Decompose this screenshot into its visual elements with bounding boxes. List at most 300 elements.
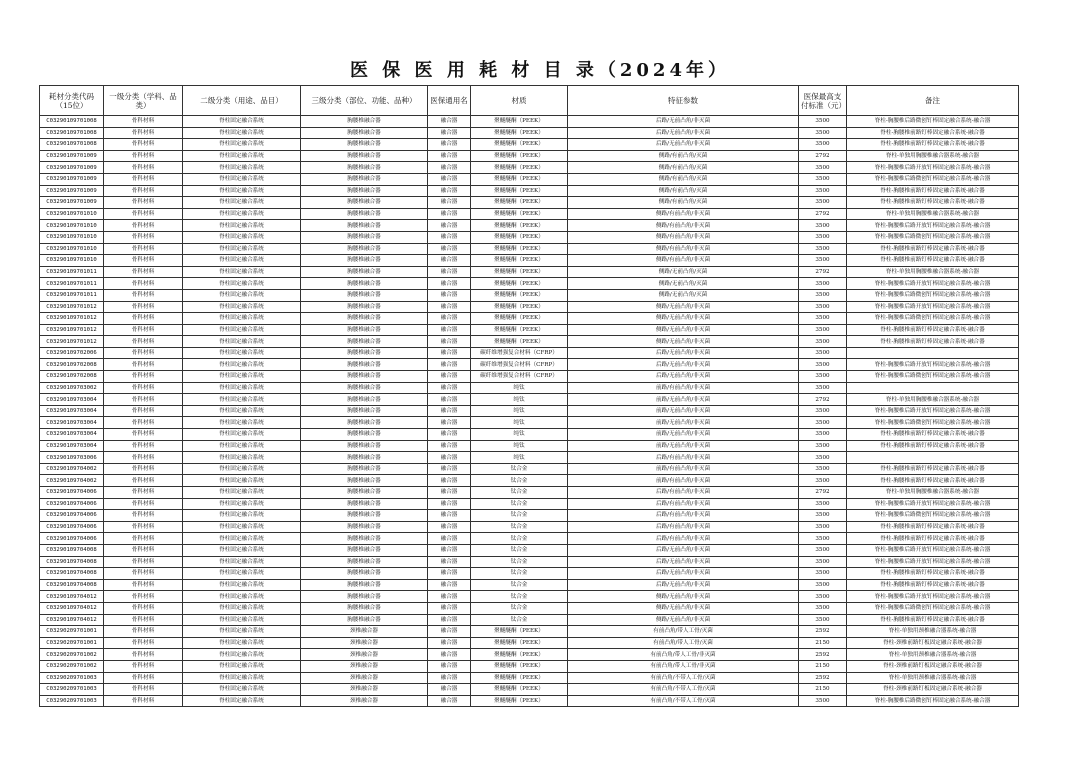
cell-level2: 脊柱固定融合系统 [183, 579, 301, 591]
cell-max-payment: 3500 [799, 579, 847, 591]
cell-level3: 胸腰椎融合器 [301, 255, 428, 267]
cell-material: 聚醚醚酮（PEEK） [471, 626, 568, 638]
cell-level3: 胸腰椎融合器 [301, 544, 428, 556]
cell-generic-name: 融合器 [428, 463, 471, 475]
cell-level1: 骨科材料 [104, 568, 183, 580]
cell-level3: 胸腰椎融合器 [301, 382, 428, 394]
cell-generic-name: 融合器 [428, 347, 471, 359]
cell-code: C03290109704002 [40, 475, 104, 487]
cell-features: 侧路/无前凸角/非灭菌 [568, 614, 799, 626]
cell-generic-name: 融合器 [428, 185, 471, 197]
cell-notes: 脊柱-胸腰椎后路微创钉棒固定融合系统-融合器 [847, 289, 1019, 301]
cell-generic-name: 融合器 [428, 475, 471, 487]
cell-notes: 脊柱-单独用胸腰椎融合器系统-融合器 [847, 487, 1019, 499]
cell-level2: 脊柱固定融合系统 [183, 185, 301, 197]
cell-level2: 脊柱固定融合系统 [183, 660, 301, 672]
cell-features: 侧路/有前凸角/非灭菌 [568, 231, 799, 243]
cell-material: 聚醚醚酮（PEEK） [471, 162, 568, 174]
cell-features: 有前凸角/带人工骨/非灭菌 [568, 649, 799, 661]
cell-features: 后路/无前凸角/非灭菌 [568, 544, 799, 556]
cell-max-payment: 3500 [799, 127, 847, 139]
cell-level3: 胸腰椎融合器 [301, 185, 428, 197]
cell-max-payment: 3500 [799, 185, 847, 197]
cell-generic-name: 融合器 [428, 173, 471, 185]
cell-level2: 脊柱固定融合系统 [183, 313, 301, 325]
table-row [40, 684, 1019, 696]
table-row [40, 475, 1019, 487]
cell-material: 聚醚醚酮（PEEK） [471, 220, 568, 232]
cell-code: C03290109704006 [40, 521, 104, 533]
cell-notes [847, 347, 1019, 359]
cell-generic-name: 融合器 [428, 371, 471, 383]
cell-material: 纯钛 [471, 382, 568, 394]
cell-code: C03290109704008 [40, 556, 104, 568]
cell-features: 后路/无前凸角/非灭菌 [568, 556, 799, 568]
table-row [40, 463, 1019, 475]
cell-level1: 骨科材料 [104, 405, 183, 417]
cell-level1: 骨科材料 [104, 336, 183, 348]
cell-notes: 脊柱-胸腰椎后路微创钉棒固定融合系统-融合器 [847, 173, 1019, 185]
cell-level3: 胸腰椎融合器 [301, 301, 428, 313]
cell-level2: 脊柱固定融合系统 [183, 684, 301, 696]
cell-features: 有前凸角/不带人工骨/灭菌 [568, 672, 799, 684]
cell-features: 侧路/有前凸角/灭菌 [568, 162, 799, 174]
cell-code: C03290109703004 [40, 405, 104, 417]
cell-max-payment: 3500 [799, 695, 847, 707]
cell-features: 侧路/有前凸角/灭菌 [568, 197, 799, 209]
header-notes: 备注 [847, 86, 1019, 116]
cell-level2: 脊柱固定融合系统 [183, 173, 301, 185]
cell-max-payment: 3500 [799, 568, 847, 580]
cell-code: C03290109702008 [40, 371, 104, 383]
cell-code: C03290209701002 [40, 649, 104, 661]
cell-level2: 脊柱固定融合系统 [183, 672, 301, 684]
cell-features: 前路/无前凸角/非灭菌 [568, 394, 799, 406]
cell-level2: 脊柱固定融合系统 [183, 347, 301, 359]
cell-material: 聚醚醚酮（PEEK） [471, 336, 568, 348]
cell-features: 后路/无前凸角/非灭菌 [568, 371, 799, 383]
cell-code: C03290109701012 [40, 301, 104, 313]
cell-code: C03290109701011 [40, 278, 104, 290]
cell-max-payment: 2592 [799, 626, 847, 638]
cell-level3: 颈椎融合器 [301, 649, 428, 661]
cell-generic-name: 融合器 [428, 521, 471, 533]
cell-level3: 胸腰椎融合器 [301, 521, 428, 533]
table-row [40, 197, 1019, 209]
cell-code: C03290109704006 [40, 498, 104, 510]
cell-notes: 脊柱-胸腰椎前路钉棒固定融合系统-融合器 [847, 463, 1019, 475]
cell-generic-name: 融合器 [428, 243, 471, 255]
cell-material: 聚醚醚酮（PEEK） [471, 243, 568, 255]
cell-max-payment: 3500 [799, 324, 847, 336]
cell-level1: 骨科材料 [104, 637, 183, 649]
table-row [40, 498, 1019, 510]
table-row [40, 371, 1019, 383]
cell-material: 聚醚醚酮（PEEK） [471, 695, 568, 707]
cell-level3: 胸腰椎融合器 [301, 394, 428, 406]
cell-level1: 骨科材料 [104, 498, 183, 510]
cell-code: C03290109701010 [40, 220, 104, 232]
cell-notes: 脊柱-颈椎前路钉板固定融合系统-融合器 [847, 684, 1019, 696]
cell-max-payment: 3500 [799, 417, 847, 429]
cell-notes: 脊柱-胸腰椎前路钉棒固定融合系统-融合器 [847, 440, 1019, 452]
cell-code: C03290109701009 [40, 185, 104, 197]
table-row [40, 382, 1019, 394]
cell-material: 聚醚醚酮（PEEK） [471, 231, 568, 243]
cell-features: 侧路/无前凸角/灭菌 [568, 289, 799, 301]
cell-level1: 骨科材料 [104, 382, 183, 394]
header-max-payment: 医保最高支付标准（元） [799, 86, 847, 116]
cell-generic-name: 融合器 [428, 684, 471, 696]
cell-features: 有前凸角/带人工骨/非灭菌 [568, 660, 799, 672]
cell-material: 钛合金 [471, 498, 568, 510]
cell-notes: 脊柱-胸腰椎前路钉棒固定融合系统-融合器 [847, 336, 1019, 348]
cell-level1: 骨科材料 [104, 347, 183, 359]
cell-material: 聚醚醚酮（PEEK） [471, 278, 568, 290]
cell-code: C03290109701010 [40, 255, 104, 267]
cell-material: 钛合金 [471, 579, 568, 591]
cell-level3: 胸腰椎融合器 [301, 602, 428, 614]
cell-material: 纯钛 [471, 405, 568, 417]
cell-level3: 胸腰椎融合器 [301, 429, 428, 441]
cell-level3: 颈椎融合器 [301, 637, 428, 649]
cell-generic-name: 融合器 [428, 487, 471, 499]
cell-generic-name: 融合器 [428, 255, 471, 267]
cell-material: 聚醚醚酮（PEEK） [471, 255, 568, 267]
cell-notes: 脊柱-胸腰椎后路微创钉棒固定融合系统-融合器 [847, 313, 1019, 325]
table-row [40, 266, 1019, 278]
cell-notes: 脊柱-胸腰椎后路开放钉棒固定融合系统-融合器 [847, 278, 1019, 290]
cell-level2: 脊柱固定融合系统 [183, 452, 301, 464]
cell-max-payment: 3500 [799, 382, 847, 394]
cell-max-payment: 3500 [799, 336, 847, 348]
cell-notes: 脊柱-胸腰椎后路微创钉棒固定融合系统-融合器 [847, 695, 1019, 707]
cell-level2: 脊柱固定融合系统 [183, 116, 301, 128]
cell-material: 聚醚醚酮（PEEK） [471, 660, 568, 672]
cell-level1: 骨科材料 [104, 579, 183, 591]
cell-material: 钛合金 [471, 614, 568, 626]
cell-code: C03290109704006 [40, 510, 104, 522]
cell-level1: 骨科材料 [104, 150, 183, 162]
cell-level1: 骨科材料 [104, 394, 183, 406]
cell-level2: 脊柱固定融合系统 [183, 521, 301, 533]
cell-max-payment: 2592 [799, 649, 847, 661]
cell-features: 后路/无前凸角/非灭菌 [568, 359, 799, 371]
cell-notes: 脊柱-胸腰椎前路钉棒固定融合系统-融合器 [847, 185, 1019, 197]
cell-features: 侧路/有前凸角/非灭菌 [568, 220, 799, 232]
cell-generic-name: 融合器 [428, 359, 471, 371]
cell-notes: 脊柱-胸腰椎后路开放钉棒固定融合系统-融合器 [847, 498, 1019, 510]
cell-level3: 胸腰椎融合器 [301, 139, 428, 151]
cell-material: 碳纤维增强复合材料（CFRP） [471, 347, 568, 359]
cell-level1: 骨科材料 [104, 695, 183, 707]
cell-notes [847, 452, 1019, 464]
cell-notes: 脊柱-颈椎前路钉板固定融合系统-融合器 [847, 660, 1019, 672]
table-row [40, 289, 1019, 301]
cell-level3: 胸腰椎融合器 [301, 243, 428, 255]
table-row [40, 405, 1019, 417]
table-row [40, 139, 1019, 151]
cell-level1: 骨科材料 [104, 660, 183, 672]
cell-notes: 脊柱-胸腰椎前路钉棒固定融合系统-融合器 [847, 197, 1019, 209]
cell-level2: 脊柱固定融合系统 [183, 602, 301, 614]
cell-notes: 脊柱-单独用颈椎融合器系统-融合器 [847, 672, 1019, 684]
cell-notes: 脊柱-胸腰椎后路开放钉棒固定融合系统-融合器 [847, 301, 1019, 313]
cell-material: 钛合金 [471, 475, 568, 487]
cell-level2: 脊柱固定融合系统 [183, 359, 301, 371]
cell-notes: 脊柱-胸腰椎前路钉棒固定融合系统-融合器 [847, 533, 1019, 545]
cell-level2: 脊柱固定融合系统 [183, 498, 301, 510]
cell-material: 钛合金 [471, 602, 568, 614]
cell-max-payment: 3500 [799, 301, 847, 313]
cell-max-payment: 3500 [799, 359, 847, 371]
cell-level3: 胸腰椎融合器 [301, 220, 428, 232]
cell-features: 侧路/无前凸角/灭菌 [568, 278, 799, 290]
cell-max-payment: 3500 [799, 347, 847, 359]
cell-features: 后路/无前凸角/非灭菌 [568, 347, 799, 359]
cell-material: 聚醚醚酮（PEEK） [471, 197, 568, 209]
cell-material: 聚醚醚酮（PEEK） [471, 127, 568, 139]
cell-level2: 脊柱固定融合系统 [183, 301, 301, 313]
cell-level3: 胸腰椎融合器 [301, 116, 428, 128]
cell-code: C03290209701002 [40, 660, 104, 672]
cell-generic-name: 融合器 [428, 231, 471, 243]
cell-level1: 骨科材料 [104, 440, 183, 452]
cell-level3: 胸腰椎融合器 [301, 568, 428, 580]
cell-features: 侧路/无前凸角/非灭菌 [568, 591, 799, 603]
cell-level2: 脊柱固定融合系统 [183, 475, 301, 487]
cell-code: C03290109701012 [40, 324, 104, 336]
cell-level3: 胸腰椎融合器 [301, 266, 428, 278]
cell-notes: 脊柱-胸腰椎后路微创钉棒固定融合系统-融合器 [847, 116, 1019, 128]
cell-generic-name: 融合器 [428, 278, 471, 290]
cell-level3: 胸腰椎融合器 [301, 475, 428, 487]
cell-material: 碳纤维增强复合材料（CFRP） [471, 359, 568, 371]
table-row [40, 255, 1019, 267]
cell-code: C03290109701010 [40, 231, 104, 243]
cell-level3: 颈椎融合器 [301, 660, 428, 672]
header-level2: 二级分类（用途、品目） [183, 86, 301, 116]
cell-max-payment: 2792 [799, 266, 847, 278]
table-row [40, 116, 1019, 128]
cell-code: C03290109704008 [40, 579, 104, 591]
table-header-row [40, 86, 1019, 116]
cell-level3: 颈椎融合器 [301, 684, 428, 696]
cell-code: C03290109704008 [40, 544, 104, 556]
cell-code: C03290109704008 [40, 568, 104, 580]
cell-generic-name: 融合器 [428, 591, 471, 603]
cell-level3: 颈椎融合器 [301, 695, 428, 707]
cell-max-payment: 2792 [799, 394, 847, 406]
cell-level3: 胸腰椎融合器 [301, 208, 428, 220]
cell-notes: 脊柱-胸腰椎前路钉棒固定融合系统-融合器 [847, 255, 1019, 267]
cell-level3: 胸腰椎融合器 [301, 463, 428, 475]
cell-code: C03290209701003 [40, 695, 104, 707]
table-row [40, 626, 1019, 638]
cell-level1: 骨科材料 [104, 429, 183, 441]
cell-level1: 骨科材料 [104, 475, 183, 487]
cell-max-payment: 3500 [799, 556, 847, 568]
cell-level3: 胸腰椎融合器 [301, 591, 428, 603]
cell-max-payment: 3500 [799, 440, 847, 452]
cell-level2: 脊柱固定融合系统 [183, 405, 301, 417]
cell-max-payment: 3500 [799, 498, 847, 510]
cell-level3: 胸腰椎融合器 [301, 336, 428, 348]
table-row [40, 359, 1019, 371]
cell-level3: 胸腰椎融合器 [301, 127, 428, 139]
table-row [40, 185, 1019, 197]
cell-features: 侧路/无前凸角/非灭菌 [568, 301, 799, 313]
document-title: 医 保 医 用 耗 材 目 录（2024年） [350, 60, 730, 81]
cell-level3: 胸腰椎融合器 [301, 173, 428, 185]
cell-features: 侧路/无前凸角/非灭菌 [568, 602, 799, 614]
cell-code: C03290109701009 [40, 150, 104, 162]
cell-generic-name: 融合器 [428, 626, 471, 638]
cell-features: 前路/无前凸角/非灭菌 [568, 417, 799, 429]
cell-code: C03290109704012 [40, 602, 104, 614]
cell-material: 聚醚醚酮（PEEK） [471, 313, 568, 325]
table-row [40, 173, 1019, 185]
cell-generic-name: 融合器 [428, 429, 471, 441]
cell-features: 前路/无前凸角/非灭菌 [568, 440, 799, 452]
cell-notes: 脊柱-胸腰椎后路开放钉棒固定融合系统-融合器 [847, 162, 1019, 174]
cell-level3: 胸腰椎融合器 [301, 452, 428, 464]
cell-code: C03290109704012 [40, 614, 104, 626]
cell-code: C03290109704006 [40, 533, 104, 545]
cell-material: 纯钛 [471, 440, 568, 452]
cell-generic-name: 融合器 [428, 695, 471, 707]
table-row [40, 313, 1019, 325]
cell-generic-name: 融合器 [428, 405, 471, 417]
cell-level1: 骨科材料 [104, 139, 183, 151]
table-row [40, 162, 1019, 174]
table-row [40, 579, 1019, 591]
cell-level3: 胸腰椎融合器 [301, 614, 428, 626]
cell-code: C03290109702008 [40, 359, 104, 371]
cell-generic-name: 融合器 [428, 139, 471, 151]
cell-features: 后路/有前凸角/非灭菌 [568, 498, 799, 510]
cell-features: 后路/有前凸角/非灭菌 [568, 510, 799, 522]
cell-level2: 脊柱固定融合系统 [183, 417, 301, 429]
header-level1: 一级分类（学科、品类） [104, 86, 183, 116]
table-row [40, 336, 1019, 348]
cell-level1: 骨科材料 [104, 556, 183, 568]
cell-generic-name: 融合器 [428, 649, 471, 661]
cell-code: C03290109703006 [40, 452, 104, 464]
cell-generic-name: 融合器 [428, 452, 471, 464]
cell-material: 钛合金 [471, 487, 568, 499]
cell-level2: 脊柱固定融合系统 [183, 197, 301, 209]
cell-code: C03290109701010 [40, 208, 104, 220]
cell-notes: 脊柱-胸腰椎前路钉棒固定融合系统-融合器 [847, 127, 1019, 139]
cell-max-payment: 2150 [799, 684, 847, 696]
cell-generic-name: 融合器 [428, 313, 471, 325]
cell-level3: 胸腰椎融合器 [301, 347, 428, 359]
cell-max-payment: 3500 [799, 405, 847, 417]
cell-generic-name: 融合器 [428, 498, 471, 510]
table-row [40, 521, 1019, 533]
cell-level3: 胸腰椎融合器 [301, 231, 428, 243]
table-row [40, 510, 1019, 522]
cell-material: 聚醚醚酮（PEEK） [471, 173, 568, 185]
cell-max-payment: 3500 [799, 231, 847, 243]
cell-level1: 骨科材料 [104, 127, 183, 139]
cell-generic-name: 融合器 [428, 637, 471, 649]
cell-code: C03290109701011 [40, 266, 104, 278]
cell-level3: 胸腰椎融合器 [301, 556, 428, 568]
cell-code: C03290109701009 [40, 173, 104, 185]
cell-generic-name: 融合器 [428, 324, 471, 336]
cell-features: 有前凸角/不带人工骨/灭菌 [568, 695, 799, 707]
cell-notes: 脊柱-胸腰椎后路开放钉棒固定融合系统-融合器 [847, 359, 1019, 371]
cell-level1: 骨科材料 [104, 243, 183, 255]
cell-max-payment: 2792 [799, 150, 847, 162]
cell-code: C03290109703004 [40, 394, 104, 406]
cell-max-payment: 3500 [799, 544, 847, 556]
cell-features: 前路/有前凸角/非灭菌 [568, 463, 799, 475]
cell-max-payment: 3500 [799, 313, 847, 325]
table-row [40, 637, 1019, 649]
cell-level1: 骨科材料 [104, 544, 183, 556]
cell-max-payment: 3500 [799, 614, 847, 626]
table-row [40, 487, 1019, 499]
table-row [40, 440, 1019, 452]
cell-level1: 骨科材料 [104, 626, 183, 638]
cell-level2: 脊柱固定融合系统 [183, 278, 301, 290]
table-row [40, 695, 1019, 707]
cell-notes: 脊柱-胸腰椎前路钉棒固定融合系统-融合器 [847, 139, 1019, 151]
table-row [40, 672, 1019, 684]
cell-level1: 骨科材料 [104, 417, 183, 429]
table-row [40, 544, 1019, 556]
cell-level1: 骨科材料 [104, 684, 183, 696]
cell-features: 侧路/有前凸角/非灭菌 [568, 255, 799, 267]
cell-level1: 骨科材料 [104, 173, 183, 185]
cell-level1: 骨科材料 [104, 278, 183, 290]
cell-notes: 脊柱-胸腰椎前路钉棒固定融合系统-融合器 [847, 324, 1019, 336]
cell-material: 钛合金 [471, 556, 568, 568]
cell-features: 后路/无前凸角/非灭菌 [568, 116, 799, 128]
cell-features: 侧路/有前凸角/灭菌 [568, 150, 799, 162]
cell-notes: 脊柱-胸腰椎后路开放钉棒固定融合系统-融合器 [847, 405, 1019, 417]
cell-level2: 脊柱固定融合系统 [183, 382, 301, 394]
cell-level2: 脊柱固定融合系统 [183, 231, 301, 243]
cell-material: 碳纤维增强复合材料（CFRP） [471, 371, 568, 383]
cell-max-payment: 3500 [799, 278, 847, 290]
cell-code: C03290109703004 [40, 440, 104, 452]
cell-level3: 胸腰椎融合器 [301, 579, 428, 591]
cell-features: 前路/有前凸角/非灭菌 [568, 382, 799, 394]
cell-level3: 胸腰椎融合器 [301, 417, 428, 429]
cell-max-payment: 3500 [799, 510, 847, 522]
cell-material: 聚醚醚酮（PEEK） [471, 684, 568, 696]
cell-max-payment: 3500 [799, 371, 847, 383]
cell-generic-name: 融合器 [428, 660, 471, 672]
cell-level3: 胸腰椎融合器 [301, 533, 428, 545]
cell-material: 钛合金 [471, 544, 568, 556]
cell-level3: 胸腰椎融合器 [301, 289, 428, 301]
cell-material: 纯钛 [471, 452, 568, 464]
cell-code: C03290109701011 [40, 289, 104, 301]
cell-code: C03290109701008 [40, 139, 104, 151]
cell-level1: 骨科材料 [104, 266, 183, 278]
cell-level1: 骨科材料 [104, 672, 183, 684]
table-row [40, 127, 1019, 139]
cell-material: 钛合金 [471, 533, 568, 545]
cell-max-payment: 3500 [799, 475, 847, 487]
cell-level2: 脊柱固定融合系统 [183, 637, 301, 649]
cell-features: 后路/有前凸角/非灭菌 [568, 521, 799, 533]
